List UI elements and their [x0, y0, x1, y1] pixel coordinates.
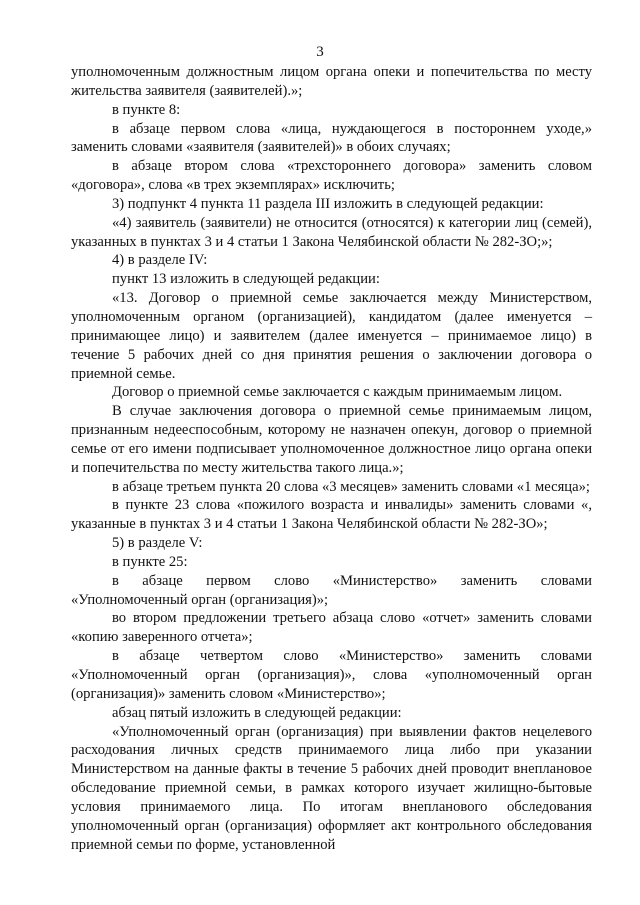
paragraph: во втором предложении третьего абзаца слово «отчет» заменить словами «копию заверенного отчета»; — [71, 610, 592, 646]
paragraph: пункт 13 изложить в следующей редакции: — [112, 271, 380, 288]
paragraph: В случае заключения договора о приемной семье принимаемым лицом, признанным недееспособным, которому не назначен опекун, договор о приемной семье от его имени подписывает уполномоченное должностное лицо органа опеки и попечительства по месту жительства такого лица.»; — [71, 403, 592, 476]
document-body — [71, 63, 592, 854]
paragraph: 4) в разделе IV: — [112, 252, 208, 269]
page-number: 3 — [316, 44, 324, 60]
paragraph: в абзаце первом слово «Министерство» заменить словами «Уполномоченный орган (организация)»; — [71, 572, 592, 608]
paragraph: абзац пятый изложить в следующей редакции: — [112, 704, 402, 721]
paragraph: уполномоченным должностным лицом органа опеки и попечительства по месту жительства заявителя (заявителей).»; — [71, 64, 592, 99]
paragraph: в пункте 23 слова «пожилого возраста и инвалиды» заменить словами «, указанные в пунктах 3 и 4 статьи 1 Закона Челябинской области № 282-ЗО»; — [71, 497, 592, 533]
paragraph: в пункте 8: — [112, 101, 181, 118]
paragraph: 5) в разделе V: — [112, 535, 203, 552]
paragraph: «Уполномоченный орган (организация) при выявлении фактов нецелевого расходования личных средств принимаемого лица либо при указании Министерством на данные факты в течение 5 рабочих дней проводит внеплановое обследование приемной семьи, в рамках которого изучает жилищно-бытовые условия принимаемого лица. По итогам внепланового обследования уполномоченный орган (организация) оформляет акт контрольного обследования приемной семьи по форме, установленной — [71, 723, 592, 853]
paragraph: 3) подпункт 4 пункта 11 раздела III изложить в следующей редакции: — [112, 195, 544, 212]
paragraph: «4) заявитель (заявители) не относится (относятся) к категории лиц (семей), указанных в пунктах 3 и 4 статьи 1 Закона Челябинской области № 282-ЗО;»; — [71, 214, 592, 250]
paragraph: в пункте 25: — [112, 553, 188, 570]
paragraph: Договор о приемной семье заключается с каждым принимаемым лицом. — [112, 384, 563, 401]
paragraph: в абзаце втором слова «трехстороннего договора» заменить словом «договора», слова «в трех экземплярах» исключить; — [71, 158, 592, 194]
paragraph: в абзаце первом слова «лица, нуждающегося в постороннем уходе,» заменить словами «заявителя (заявителей)» в обоих случаях; — [71, 120, 592, 156]
paragraph: «13. Договор о приемной семье заключается между Министерством, уполномоченным органом (организацией), кандидатом (далее именуется – принимающее лицо) и заявителем (далее именуется – принимаемое лицо) в течение 5 рабочих дней со дня принятия решения о заключении договора о приемной семье. — [71, 290, 592, 382]
paragraph: в абзаце третьем пункта 20 слова «3 месяцев» заменить словами «1 месяца»; — [112, 478, 590, 495]
paragraph: в абзаце четвертом слово «Министерство» заменить словами «Уполномоченный орган (организация)», слова «уполномоченный орган (организация)» заменить словом «Министерство»; — [71, 648, 592, 702]
